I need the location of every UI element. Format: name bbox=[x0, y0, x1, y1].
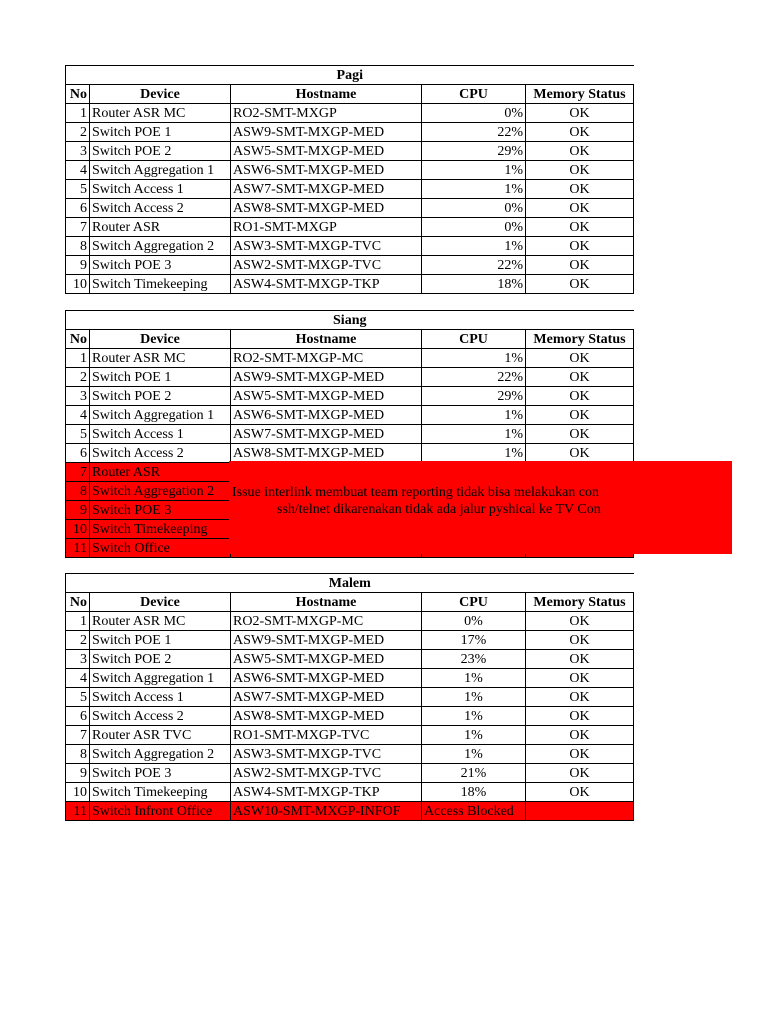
cell-no: 4 bbox=[66, 161, 90, 180]
col-cpu: CPU bbox=[422, 85, 526, 104]
cell-no: 8 bbox=[66, 745, 90, 764]
cell-hostname: ASW7-SMT-MXGP-MED bbox=[231, 425, 422, 444]
table-row bbox=[66, 707, 634, 726]
cell-cpu: 29% bbox=[422, 142, 526, 161]
cell-no: 8 bbox=[66, 482, 90, 501]
cell-device: Router ASR bbox=[90, 218, 231, 237]
cell-hostname: ASW5-SMT-MXGP-MED bbox=[231, 387, 422, 406]
cell-device: Switch POE 2 bbox=[90, 142, 231, 161]
cell-cpu: 23% bbox=[422, 650, 526, 669]
cell-device: Switch POE 1 bbox=[90, 368, 231, 387]
cell-hostname: ASW6-SMT-MXGP-MED bbox=[231, 161, 422, 180]
cell-memory: OK bbox=[526, 669, 634, 688]
cell-hostname: ASW7-SMT-MXGP-MED bbox=[231, 180, 422, 199]
cell-memory: OK bbox=[526, 104, 634, 123]
col-hostname: Hostname bbox=[231, 85, 422, 104]
cell-memory: OK bbox=[526, 707, 634, 726]
cell-memory: OK bbox=[526, 688, 634, 707]
table-row bbox=[66, 161, 634, 180]
malem-rows bbox=[66, 612, 634, 802]
cell-device: Switch Access 1 bbox=[90, 688, 231, 707]
cell-device: Switch POE 2 bbox=[90, 387, 231, 406]
cell-device: Switch Aggregation 2 bbox=[90, 237, 231, 256]
cell-device: Switch Access 1 bbox=[90, 180, 231, 199]
col-hostname: Hostname bbox=[231, 593, 422, 612]
cell-no: 9 bbox=[66, 764, 90, 783]
cell-no: 1 bbox=[66, 349, 90, 368]
cell-no: 9 bbox=[66, 256, 90, 275]
malem-table bbox=[65, 573, 634, 821]
col-no: No bbox=[66, 85, 90, 104]
cell-device: Router ASR bbox=[90, 463, 231, 482]
cell-hostname: ASW6-SMT-MXGP-MED bbox=[231, 669, 422, 688]
cell-memory: OK bbox=[526, 425, 634, 444]
cell-no: 4 bbox=[66, 669, 90, 688]
cell-device: Switch POE 2 bbox=[90, 650, 231, 669]
cell-no: 9 bbox=[66, 501, 90, 520]
cell-cpu: 1% bbox=[422, 161, 526, 180]
table-row bbox=[66, 669, 634, 688]
cell-device: Switch Access 2 bbox=[90, 444, 231, 463]
cell-hostname: ASW8-SMT-MXGP-MED bbox=[231, 199, 422, 218]
cell-hostname: ASW4-SMT-MXGP-TKP bbox=[231, 783, 422, 802]
cell-hostname: ASW10-SMT-MXGP-INFOF bbox=[231, 802, 422, 821]
cell-cpu: 21% bbox=[422, 764, 526, 783]
cell-no: 3 bbox=[66, 387, 90, 406]
cell-memory: OK bbox=[526, 218, 634, 237]
col-no: No bbox=[66, 593, 90, 612]
table-row bbox=[66, 425, 634, 444]
cell-memory: OK bbox=[526, 783, 634, 802]
cell-device: Switch Aggregation 1 bbox=[90, 669, 231, 688]
cell-device: Router ASR MC bbox=[90, 104, 231, 123]
cell-device: Switch POE 1 bbox=[90, 123, 231, 142]
table-row bbox=[66, 650, 634, 669]
cell-memory: OK bbox=[526, 406, 634, 425]
cell-cpu: 1% bbox=[422, 669, 526, 688]
table-row bbox=[66, 368, 634, 387]
col-cpu: CPU bbox=[422, 593, 526, 612]
malem-title: Malem bbox=[66, 574, 634, 593]
cell-hostname: ASW8-SMT-MXGP-MED bbox=[231, 707, 422, 726]
table-row bbox=[66, 180, 634, 199]
cell-cpu: 1% bbox=[422, 726, 526, 745]
header-row bbox=[66, 593, 634, 612]
pagi-table bbox=[65, 65, 634, 294]
cell-device: Switch Timekeeping bbox=[90, 783, 231, 802]
cell-no: 5 bbox=[66, 425, 90, 444]
col-device: Device bbox=[90, 593, 231, 612]
cell-device: Switch POE 3 bbox=[90, 501, 231, 520]
cell-no: 5 bbox=[66, 180, 90, 199]
cell-hostname: ASW2-SMT-MXGP-TVC bbox=[231, 764, 422, 783]
cell-memory: OK bbox=[526, 726, 634, 745]
cell-cpu: 22% bbox=[422, 256, 526, 275]
cell-hostname: ASW4-SMT-MXGP-TKP bbox=[231, 275, 422, 294]
cell-no: 3 bbox=[66, 650, 90, 669]
siang-title: Siang bbox=[66, 311, 634, 330]
cell-no: 11 bbox=[66, 802, 90, 821]
cell-memory: OK bbox=[526, 631, 634, 650]
cell-no: 6 bbox=[66, 199, 90, 218]
table-row bbox=[66, 631, 634, 650]
cell-device: Router ASR MC bbox=[90, 349, 231, 368]
cell-no: 5 bbox=[66, 688, 90, 707]
cell-device: Switch Aggregation 1 bbox=[90, 161, 231, 180]
cell-cpu: Access Blocked bbox=[422, 802, 526, 821]
table-row bbox=[66, 256, 634, 275]
cell-no: 2 bbox=[66, 631, 90, 650]
pagi-title: Pagi bbox=[66, 66, 634, 85]
table-row bbox=[66, 237, 634, 256]
cell-no: 6 bbox=[66, 444, 90, 463]
col-memory: Memory Status bbox=[526, 330, 634, 349]
table-row bbox=[66, 764, 634, 783]
table-row bbox=[66, 783, 634, 802]
cell-no: 10 bbox=[66, 783, 90, 802]
table-row bbox=[66, 726, 634, 745]
cell-hostname: ASW3-SMT-MXGP-TVC bbox=[231, 237, 422, 256]
cell-memory: OK bbox=[526, 387, 634, 406]
cell-no: 4 bbox=[66, 406, 90, 425]
cell-device: Switch Infront Office bbox=[90, 802, 231, 821]
cell-device: Switch Access 2 bbox=[90, 199, 231, 218]
cell-hostname: ASW6-SMT-MXGP-MED bbox=[231, 406, 422, 425]
table-row bbox=[66, 444, 634, 463]
cell-cpu: 1% bbox=[422, 237, 526, 256]
table-row bbox=[66, 745, 634, 764]
cell-memory bbox=[526, 802, 634, 821]
siang-rows bbox=[66, 349, 634, 463]
cell-cpu: 1% bbox=[422, 444, 526, 463]
col-memory: Memory Status bbox=[526, 85, 634, 104]
cell-device: Switch Aggregation 2 bbox=[90, 745, 231, 764]
cell-cpu: 1% bbox=[422, 180, 526, 199]
cell-hostname: RO1-SMT-MXGP-TVC bbox=[231, 726, 422, 745]
table-row bbox=[66, 142, 634, 161]
pagi-rows bbox=[66, 104, 634, 294]
cell-memory: OK bbox=[526, 612, 634, 631]
table-row bbox=[66, 688, 634, 707]
cell-hostname: RO2-SMT-MXGP-MC bbox=[231, 612, 422, 631]
cell-device: Switch POE 3 bbox=[90, 256, 231, 275]
table-row bbox=[66, 123, 634, 142]
cell-no: 6 bbox=[66, 707, 90, 726]
cell-cpu: 22% bbox=[422, 368, 526, 387]
cell-cpu: 17% bbox=[422, 631, 526, 650]
col-hostname: Hostname bbox=[231, 330, 422, 349]
cell-hostname: ASW3-SMT-MXGP-TVC bbox=[231, 745, 422, 764]
cell-memory: OK bbox=[526, 161, 634, 180]
cell-device: Switch Timekeeping bbox=[90, 520, 231, 539]
malem-section bbox=[65, 573, 634, 821]
cell-device: Router ASR MC bbox=[90, 612, 231, 631]
cell-no: 8 bbox=[66, 237, 90, 256]
cell-memory: OK bbox=[526, 180, 634, 199]
cell-no: 7 bbox=[66, 463, 90, 482]
table-row bbox=[66, 406, 634, 425]
issue-line-2: ssh/telnet dikarenakan tidak ada jalur pyshical ke TV Con bbox=[277, 502, 601, 517]
cell-hostname: ASW9-SMT-MXGP-MED bbox=[231, 123, 422, 142]
cell-cpu: 29% bbox=[422, 387, 526, 406]
col-device: Device bbox=[90, 330, 231, 349]
cell-hostname: RO1-SMT-MXGP bbox=[231, 218, 422, 237]
col-device: Device bbox=[90, 85, 231, 104]
cell-device: Switch Aggregation 1 bbox=[90, 406, 231, 425]
cell-hostname: ASW9-SMT-MXGP-MED bbox=[231, 368, 422, 387]
cell-no: 2 bbox=[66, 368, 90, 387]
table-row bbox=[66, 104, 634, 123]
cell-memory: OK bbox=[526, 368, 634, 387]
col-cpu: CPU bbox=[422, 330, 526, 349]
cell-no: 10 bbox=[66, 275, 90, 294]
cell-cpu: 0% bbox=[422, 218, 526, 237]
cell-no: 2 bbox=[66, 123, 90, 142]
cell-memory: OK bbox=[526, 199, 634, 218]
table-row bbox=[66, 612, 634, 631]
cell-no: 1 bbox=[66, 612, 90, 631]
pagi-section bbox=[65, 65, 634, 294]
cell-hostname: ASW5-SMT-MXGP-MED bbox=[231, 142, 422, 161]
cell-cpu: 22% bbox=[422, 123, 526, 142]
cell-cpu: 1% bbox=[422, 688, 526, 707]
cell-device: Switch Access 1 bbox=[90, 425, 231, 444]
table-row bbox=[66, 275, 634, 294]
cell-no: 7 bbox=[66, 218, 90, 237]
cell-no: 11 bbox=[66, 539, 90, 558]
cell-memory: OK bbox=[526, 123, 634, 142]
cell-cpu: 1% bbox=[422, 349, 526, 368]
issue-note bbox=[229, 461, 732, 554]
cell-device: Switch POE 3 bbox=[90, 764, 231, 783]
cell-hostname: ASW7-SMT-MXGP-MED bbox=[231, 688, 422, 707]
cell-no: 1 bbox=[66, 104, 90, 123]
cell-memory: OK bbox=[526, 275, 634, 294]
cell-device: Switch POE 1 bbox=[90, 631, 231, 650]
cell-memory: OK bbox=[526, 237, 634, 256]
cell-no: 3 bbox=[66, 142, 90, 161]
cell-no: 10 bbox=[66, 520, 90, 539]
header-row bbox=[66, 85, 634, 104]
cell-device: Switch Office bbox=[90, 539, 231, 558]
cell-cpu: 0% bbox=[422, 199, 526, 218]
cell-cpu: 0% bbox=[422, 104, 526, 123]
cell-no: 7 bbox=[66, 726, 90, 745]
cell-device: Switch Aggregation 2 bbox=[90, 482, 231, 501]
cell-hostname: ASW8-SMT-MXGP-MED bbox=[231, 444, 422, 463]
cell-cpu: 0% bbox=[422, 612, 526, 631]
col-no: No bbox=[66, 330, 90, 349]
issue-note-text bbox=[232, 484, 732, 518]
cell-cpu: 1% bbox=[422, 745, 526, 764]
cell-memory: OK bbox=[526, 142, 634, 161]
cell-memory: OK bbox=[526, 745, 634, 764]
cell-memory: OK bbox=[526, 444, 634, 463]
cell-hostname: RO2-SMT-MXGP-MC bbox=[231, 349, 422, 368]
col-memory: Memory Status bbox=[526, 593, 634, 612]
table-row bbox=[66, 349, 634, 368]
cell-cpu: 18% bbox=[422, 783, 526, 802]
cell-cpu: 1% bbox=[422, 406, 526, 425]
cell-memory: OK bbox=[526, 650, 634, 669]
cell-cpu: 1% bbox=[422, 707, 526, 726]
cell-memory: OK bbox=[526, 764, 634, 783]
cell-hostname: ASW2-SMT-MXGP-TVC bbox=[231, 256, 422, 275]
table-row bbox=[66, 387, 634, 406]
header-row bbox=[66, 330, 634, 349]
cell-cpu: 18% bbox=[422, 275, 526, 294]
cell-memory: OK bbox=[526, 349, 634, 368]
cell-hostname: RO2-SMT-MXGP bbox=[231, 104, 422, 123]
cell-device: Router ASR TVC bbox=[90, 726, 231, 745]
cell-hostname: ASW9-SMT-MXGP-MED bbox=[231, 631, 422, 650]
issue-line-1: Issue interlink membuat team reporting tidak bisa melakukan con bbox=[232, 485, 600, 500]
table-row bbox=[66, 218, 634, 237]
table-row bbox=[66, 199, 634, 218]
cell-hostname: ASW5-SMT-MXGP-MED bbox=[231, 650, 422, 669]
cell-cpu: 1% bbox=[422, 425, 526, 444]
cell-device: Switch Access 2 bbox=[90, 707, 231, 726]
cell-memory: OK bbox=[526, 256, 634, 275]
cell-device: Switch Timekeeping bbox=[90, 275, 231, 294]
malem-office-row bbox=[66, 802, 634, 821]
